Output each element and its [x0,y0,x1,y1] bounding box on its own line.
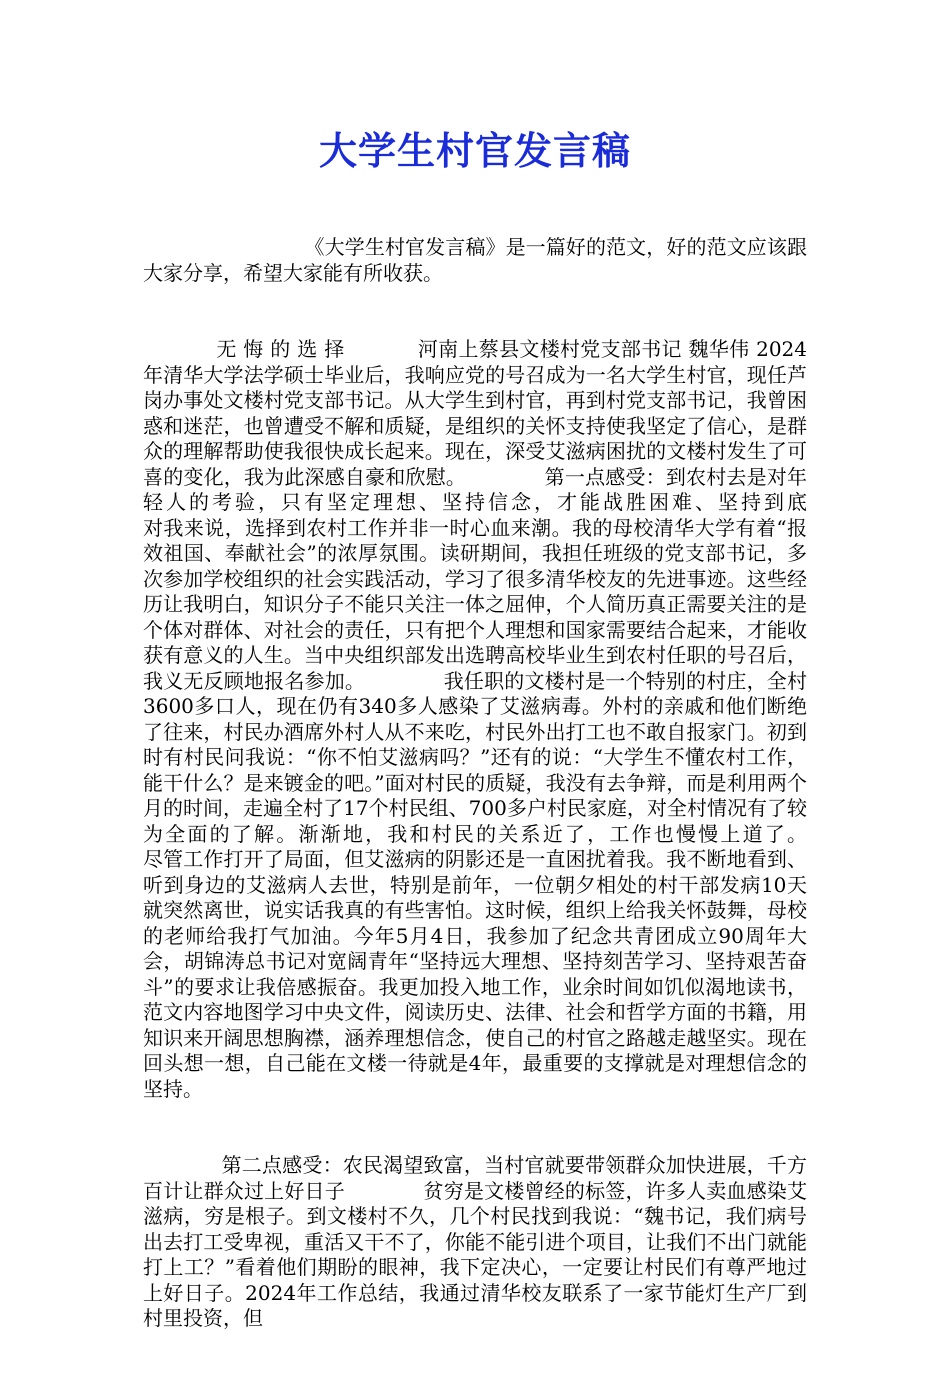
document-body [143,184,884,1383]
document-page [143,118,884,1330]
intro-paragraph: 《大学生村官发言稿》是一篇好的范文，好的范文应该跟大家分享，希望大家能有所收获。 [143,235,808,285]
document-title: 大学生村官发言稿 [318,128,631,173]
speech-paragraph-2: 第二点感受：农民渴望致富，当村官就要带领群众加快进展，千方百计让群众过上好日子 贫穷是文楼曾经的标签，许多人卖血感染艾滋病，穷是根子。到文楼村不久，几个村民找到我说：“魏书记，我们病号出去打工受卑视，重活又干不了，你能不能引进个项目，让我们不出门就能打上工？”看着他们期盼的眼神，我下定决心，一定要让村民们有尊严地过上好日子。2024年工作总结，我通过清华校友联系了一家节能灯生产厂到村里投资，但 [143,1153,808,1330]
speech-paragraph-1: 无 悔 的 选 择 河南上蔡县文楼村党支部书记 魏华伟 2024年清华大学法学硕士毕业后，我响应党的号召成为一名大学生村官，现任芦岗办事处文楼村党支部书记。从大学生到村官，再到村党支部书记，我曾困惑和迷茫，也曾遭受不解和质疑，是组织的关怀支持使我坚定了信心，是群众的理解帮助使我很快成长起来。现在，深受艾滋病困扰的文楼村发生了可喜的变化，我为此深感自豪和欣慰。 第一点感受：到农村去是对年轻人的考验，只有坚定理想、坚持信念，才能战胜困难、坚持到底 对我来说，选择到农村工作并非一时心血来潮。我的母校清华大学有着“报效祖国、奉献社会”的浓厚氛围。读研期间，我担任班级的党支部书记，多次参加学校组织的社会实践活动，学习了很多清华校友的先进事迹。这些经历让我明白，知识分子不能只关注一体之屈伸，个人简历真正需要关注的是个体对群体、对社会的责任，只有把个人理想和国家需要结合起来，才能收获有意义的人生。当中央组织部发出选聘高校毕业生到农村任职的号召后，我义无反顾地报名参加。 我任职的文楼村是一个特别的村庄，全村3600多口人，现在仍有340多人感染了艾滋病毒。外村的亲戚和他们断绝了往来，村民办酒席外村人从不来吃，村民外出打工也不敢自报家门。初到时有村民问我说：“你不怕艾滋病吗？”还有的说：“大学生不懂农村工作，能干什么？是来镀金的吧。”面对村民的质疑，我没有去争辩，而是利用两个月的时间，走遍全村了17个村民组、700多户村民家庭，对全村情况有了较为全面的了解。渐渐地，我和村民的关系近了，工作也慢慢上道了。 尽管工作打开了局面，但艾滋病的阴影还是一直困扰着我。我不断地看到、听到身边的艾滋病人去世，特别是前年，一位朝夕相处的村干部发病10天就突然离世，说实话我真的有些害怕。这时候，组织上给我关怀鼓舞，母校的老师给我打气加油。今年5月4日，我参加了纪念共青团成立90周年大会，胡锦涛总书记对宽阔青年“坚持远大理想、坚持刻苦学习、坚持艰苦奋斗”的要求让我倍感振奋。我更加投入地工作，业余时间如饥似渴地读书，范文内容地图学习中央文件，阅读历史、法律、社会和哲学方面的书籍，用知识来开阔思想胸襟，涵养理想信念，使自己的村官之路越走越坚实。现在回头想一想，自己能在文楼一待就是4年，最重要的支撑就是对理想信念的坚持。 [143,337,884,1101]
